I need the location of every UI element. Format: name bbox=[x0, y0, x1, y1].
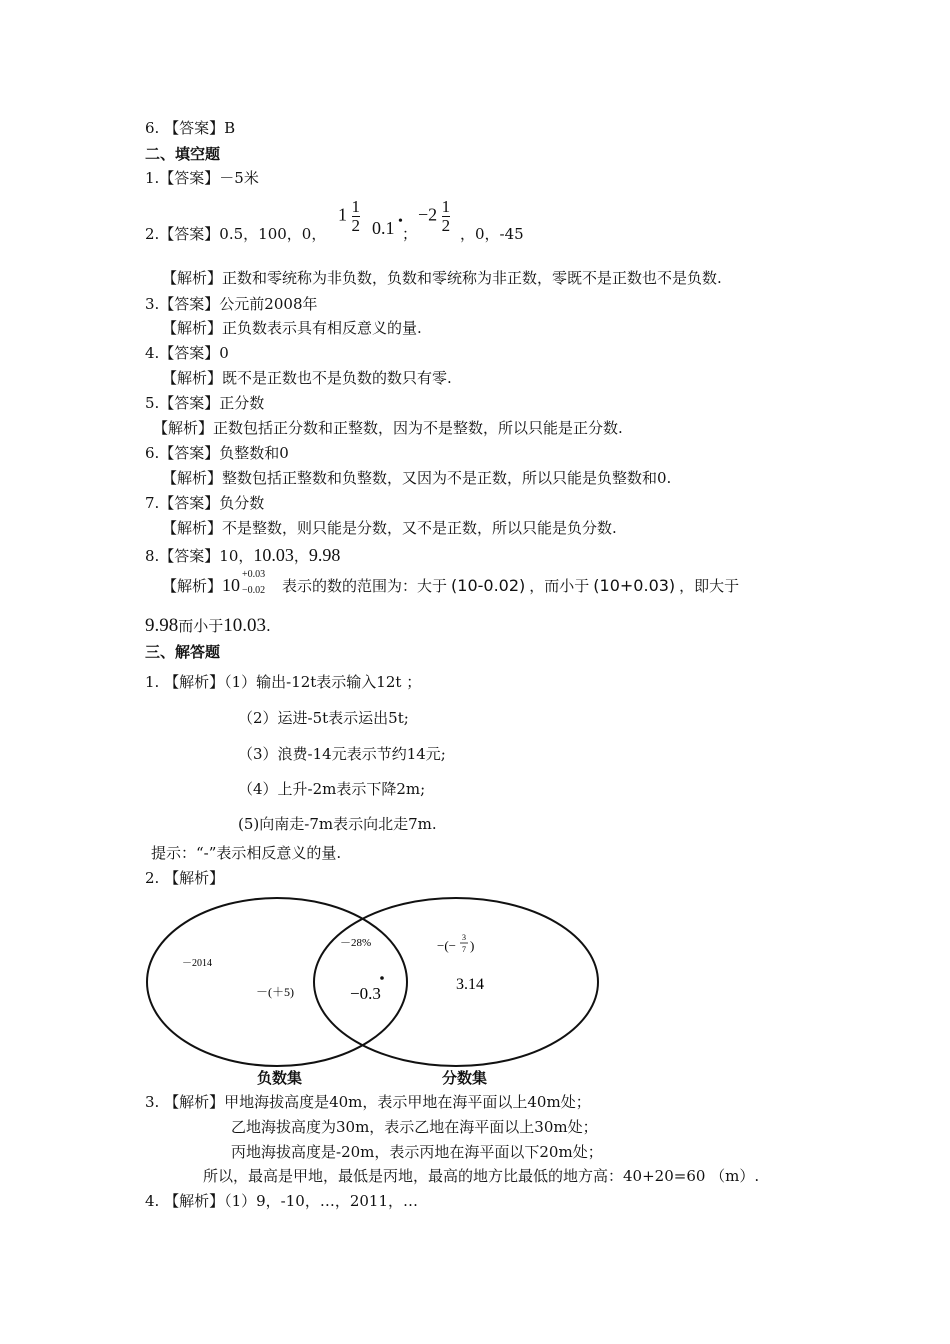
value-neg-neg-frac-pre: −(− bbox=[437, 938, 456, 953]
fill-explain-5: 【解析】正数包括正分数和正整数，因为不是整数，所以只能是正分数. bbox=[153, 419, 623, 437]
fill-answer-2-sep: ； bbox=[402, 225, 418, 243]
period: . bbox=[266, 617, 271, 635]
solve-3: 3. 【解析】甲地海拔高度是40m，表示甲地在海平面以上40m处； bbox=[145, 1093, 591, 1111]
section-heading-fill: 二、填空题 bbox=[145, 145, 221, 163]
value-3-14: 3.14 bbox=[456, 976, 484, 993]
denominator: 2 bbox=[441, 216, 451, 235]
solve-3-line-3: 丙地海拔高度是-20m，表示丙地在海平面以下20m处； bbox=[231, 1143, 603, 1161]
fill-answer-5: 5.【答案】正分数 bbox=[145, 394, 265, 412]
fill-answer-4: 4.【答案】0 bbox=[145, 344, 229, 362]
numerator: 1 bbox=[441, 197, 451, 216]
fraction bbox=[442, 198, 451, 235]
solve-3-line-2: 乙地海拔高度为30m，表示乙地在海平面以上30m处； bbox=[231, 1118, 598, 1136]
value-9-98: 9.98 bbox=[308, 545, 341, 565]
value-9-98: 9.98 bbox=[145, 615, 179, 636]
separator: ， bbox=[293, 547, 309, 565]
venn-diagram bbox=[140, 888, 610, 1093]
frac-denominator: 7 bbox=[462, 945, 466, 954]
fill-explain-8-cont bbox=[145, 616, 271, 636]
numerator: 1 bbox=[351, 197, 360, 216]
explain-text-2: ，而小于 bbox=[529, 577, 590, 595]
mixed-whole: −2 bbox=[418, 204, 438, 225]
fill-answer-2-mixed-2 bbox=[418, 198, 450, 235]
mixed-whole: 1 bbox=[338, 204, 347, 225]
fill-answer-8-prefix: 8.【答案】10， bbox=[145, 547, 254, 565]
upper-bound: (10+0.03) bbox=[593, 576, 676, 595]
fill-answer-2-mixed-1 bbox=[338, 198, 360, 235]
fill-explain-7: 【解析】不是整数，则只能是分数，又不是正数，所以只能是负分数. bbox=[162, 519, 617, 537]
repeat-dot bbox=[380, 976, 384, 980]
tolerance-lower: −0.02 bbox=[242, 585, 266, 596]
value-neg-28-percent: －28% bbox=[340, 937, 372, 949]
solve-1-part-4: （4）上升-2m表示下降2m; bbox=[238, 780, 426, 798]
value-neg-neg-frac-post: ) bbox=[470, 938, 475, 953]
tolerance-expression bbox=[222, 569, 282, 596]
fill-answer-3: 3.【答案】公元前2008年 bbox=[145, 295, 318, 313]
fill-answer-7: 7.【答案】负分数 bbox=[145, 494, 265, 512]
denominator: 2 bbox=[351, 216, 360, 235]
fill-answer-2-suffix: ，0，-45 bbox=[460, 225, 524, 243]
frac-numerator: 3 bbox=[462, 933, 466, 942]
fill-answer-8 bbox=[145, 545, 340, 566]
solve-2: 2. 【解析】 bbox=[145, 869, 225, 887]
solve-1-part-2: （2）运进-5t表示运出5t; bbox=[238, 709, 409, 727]
explain-text-3: ，即大于 bbox=[679, 577, 740, 595]
explain-label: 【解析】 bbox=[162, 577, 223, 595]
repeat-dot: • bbox=[398, 214, 403, 229]
lower-bound: (10-0.02) bbox=[451, 576, 526, 595]
fill-answer-2-repeating bbox=[372, 214, 403, 238]
solve-4: 4. 【解析】（1）9，-10，…，2011，… bbox=[145, 1192, 418, 1210]
solve-3-line-4: 所以，最高是甲地，最低是丙地，最高的地方比最低的地方高：40+20=60 （m）. bbox=[203, 1167, 760, 1185]
venn-right-label: 分数集 bbox=[442, 1069, 488, 1087]
fill-explain-6: 【解析】整数包括正整数和负整数，又因为不是正数，所以只能是负整数和0. bbox=[162, 469, 672, 487]
solve-1-part-3: （3）浪费-14元表示节约14元; bbox=[238, 745, 446, 763]
solve-1: 1. 【解析】（1）输出-12t表示输入12t ； bbox=[145, 673, 422, 691]
tolerance-base: 10 bbox=[222, 575, 241, 595]
solve-1-tip: 提示：“-”表示相反意义的量. bbox=[151, 844, 342, 862]
fill-answer-6: 6.【答案】负整数和0 bbox=[145, 444, 289, 462]
answer-6: 6. 【答案】B bbox=[145, 119, 236, 137]
value-neg-plus5: －(＋5) bbox=[256, 985, 294, 999]
fill-answer-1: 1.【答案】－5米 bbox=[145, 169, 259, 187]
explain-text-1: 表示的数的范围为：大于 bbox=[282, 577, 448, 595]
explain-text: 而小于 bbox=[178, 617, 224, 635]
section-heading-solve: 三、解答题 bbox=[145, 643, 221, 661]
fill-explain-3: 【解析】正负数表示具有相反意义的量. bbox=[162, 319, 422, 337]
solve-1-part-5: (5)向南走-7m表示向北走7m. bbox=[238, 815, 437, 833]
fill-explain-2: 【解析】正数和零统称为非负数，负数和零统称为非正数，零既不是正数也不是负数. bbox=[162, 269, 722, 287]
venn-left-label: 负数集 bbox=[257, 1069, 303, 1087]
value-10-03: 10.03 bbox=[223, 615, 267, 636]
fill-answer-2-prefix: 2.【答案】0.5，100，0， bbox=[145, 225, 327, 243]
tolerance-upper: +0.03 bbox=[242, 569, 266, 580]
value-neg-0-3-repeating: −0.3 bbox=[350, 984, 381, 1003]
value-10-03: 10.03 bbox=[253, 545, 294, 565]
fill-explain-4: 【解析】既不是正数也不是负数的数只有零. bbox=[162, 369, 452, 387]
repeating-decimal: 0.1 bbox=[372, 218, 395, 238]
value-neg-2014: －2014 bbox=[182, 958, 212, 969]
fill-explain-8 bbox=[162, 569, 740, 596]
fill-answer-2 bbox=[145, 224, 326, 244]
negative-set-ellipse bbox=[147, 898, 407, 1066]
fraction bbox=[352, 198, 361, 235]
